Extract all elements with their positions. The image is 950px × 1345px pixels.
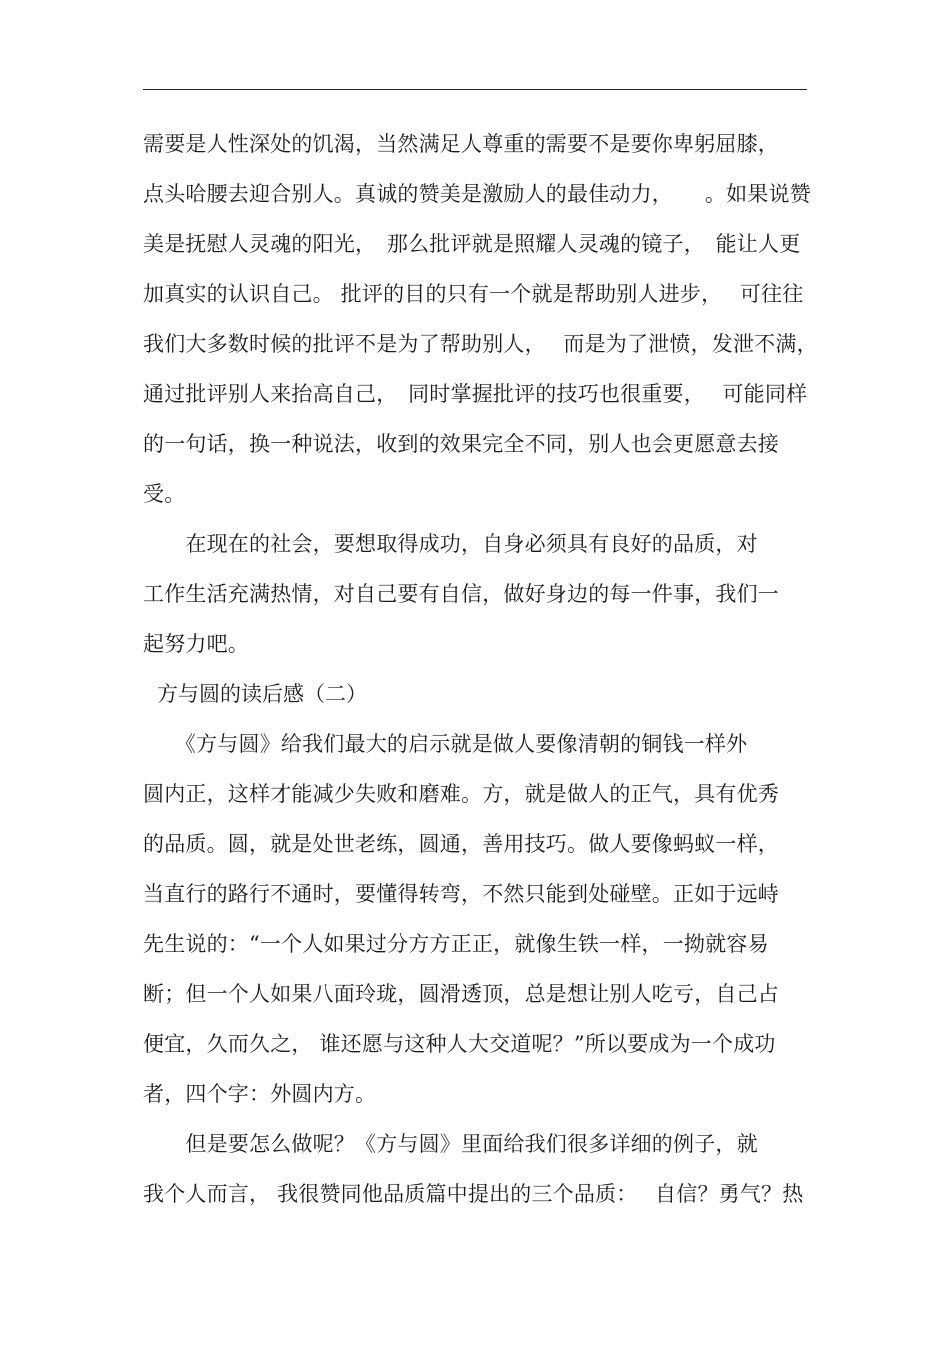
text-line-18: 断；但一个人如果八面玲珑，圆滑透顶，总是想让别人吃亏，自己占 [143,982,779,1006]
text-line-9: 在现在的社会，要想取得成功，自身必须具有良好的品质，对 [143,532,758,556]
text-line-3: 美是抚慰人灵魂的阳光， 那么批评就是照耀人灵魂的镜子， 能让人更 [143,232,801,256]
text-line-1: 需要是人性深处的饥渴，当然满足人尊重的需要不是要你卑躬屈膝， [143,132,779,156]
section-heading: 方与圆的读后感（二） [157,682,367,706]
text-line-8: 受。 [143,482,186,506]
text-line-22: 我个人而言， 我很赞同他品质篇中提出的三个品质： 自信？勇气？热 [143,1182,804,1206]
text-line-16: 当直行的路行不通时，要懂得转弯，不然只能到处碰壁。正如于远峙 [143,882,779,906]
text-line-7: 的一句话，换一种说法，收到的效果完全不同，别人也会更愿意去接 [143,432,779,456]
text-line-20: 者，四个字：外圆内方。 [143,1082,377,1106]
text-line-10: 工作生活充满热情，对自己要有自信，做好身边的每一件事，我们一 [143,582,779,606]
text-line-11: 起努力吧。 [143,632,249,656]
text-line-13: 《方与圆》给我们最大的启示就是做人要像清朝的铜钱一样外 [143,732,748,756]
header-rule [143,89,807,90]
text-line-15: 的品质。圆，就是处世老练，圆通，善用技巧。做人要像蚂蚁一样， [143,832,779,856]
text-line-17: 先生说的：“一个人如果过分方方正正，就像生铁一样，一拗就容易 [143,932,769,956]
text-line-2: 点头哈腰去迎合别人。真诚的赞美是激励人的最佳动力， 。如果说赞 [143,182,811,206]
text-line-19: 便宜，久而久之， 谁还愿与这种人大交道呢？”所以要成为一个成功 [143,1032,776,1056]
text-line-14: 圆内正，这样才能减少失败和磨难。方，就是做人的正气，具有优秀 [143,782,779,806]
text-line-5: 我们大多数时候的批评不是为了帮助别人， 而是为了泄愤，发泄不满， [143,332,818,356]
text-line-6: 通过批评别人来抬高自己， 同时掌握批评的技巧也很重要， 可能同样 [143,382,808,406]
text-line-4: 加真实的认识自己。 批评的目的只有一个就是帮助别人进步， 可往往 [143,282,804,306]
text-line-21: 但是要怎么做呢？《方与圆》里面给我们很多详细的例子，就 [143,1132,758,1156]
